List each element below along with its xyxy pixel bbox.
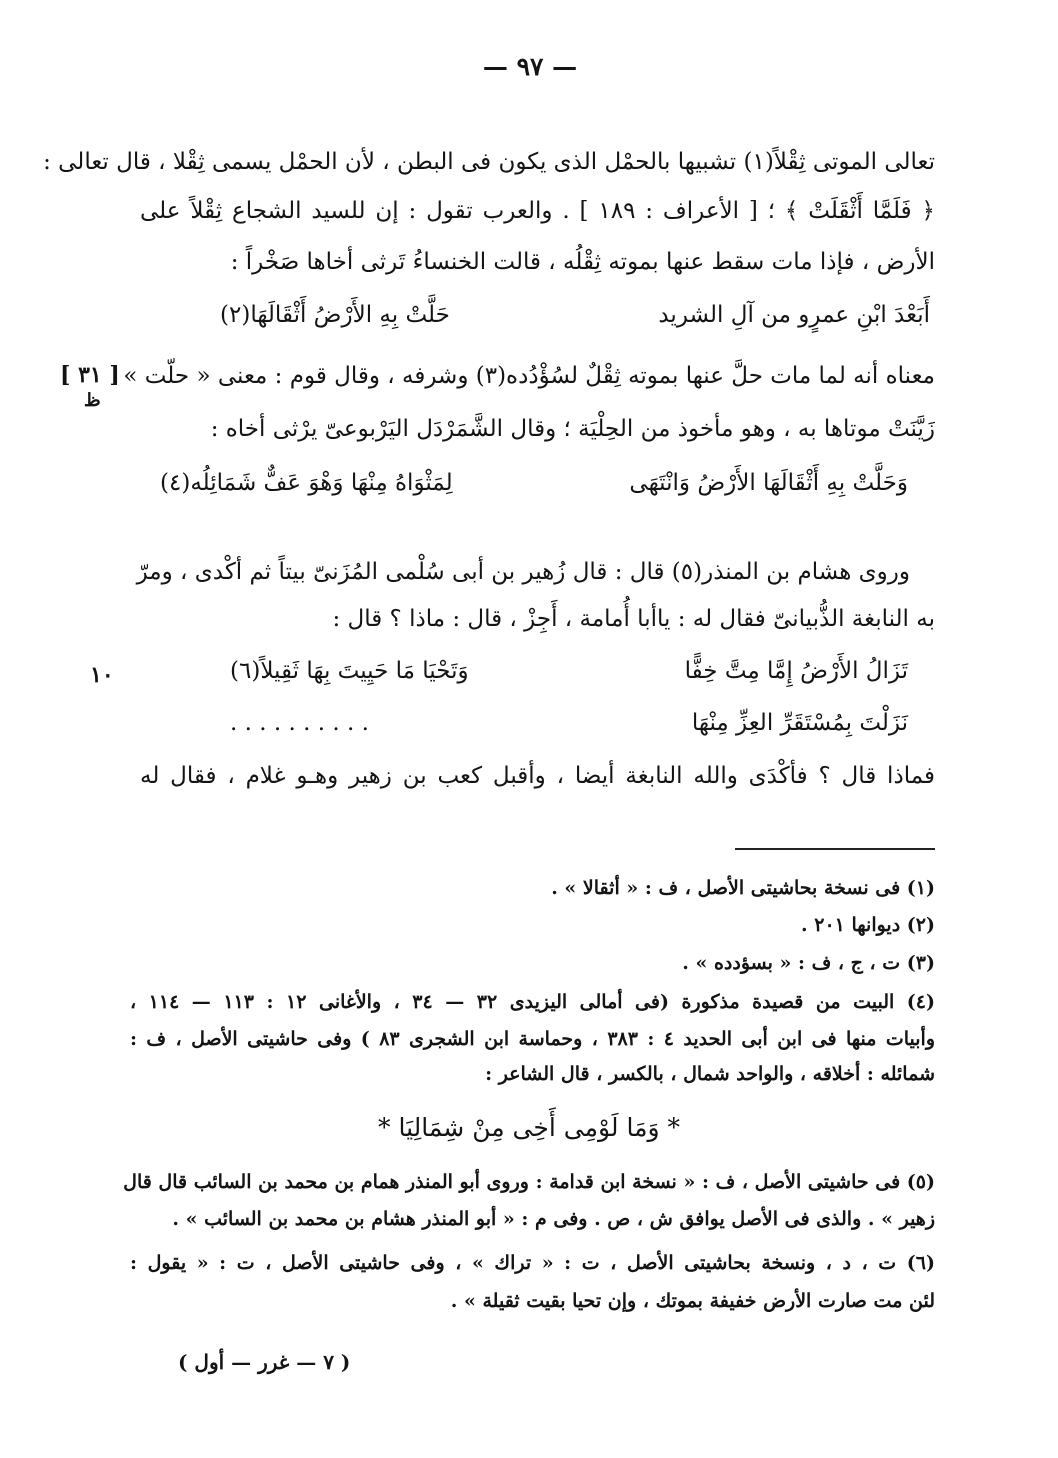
verse-1 (220, 292, 930, 338)
verse-4-first-hemistich: نَزَلْتَ بِمُسْتَقَرِّ العِزِّ مِنْهَا (691, 710, 908, 736)
body-line-6: وروى هشام بن المنذر(٥) قال : قال زُهير بن أبى سُلْمى المُزَنىّ بيتاً ثم أكْدى ، ومرّ (136, 559, 910, 585)
footnote-4-quoted-verse: * وَمَا لَوْمِى أَخِى مِنْ شِمَالِيَا * (378, 1113, 680, 1142)
footnote-4-line-2: وأبيات منها فى ابن أبى الحديد ٤ : ٣٨٣ ، وحماسة ابن الشجرى ٨٣ ) وفى حاشيتى الأصل ، ف : (130, 1028, 936, 1050)
body-line-3: الأرض ، فإذا مات سقط عنها بموته ثِقْلُه ، قالت الخنساءُ تَرثى أخاها صَخْراً : (230, 249, 935, 275)
body-line-4: معناه أنه لما مات حلَّ عنها بموته ثِقْلٌ لسُؤْدُده(٣) وشرفه ، وقال قوم : معنى « حلّت » (123, 363, 935, 389)
folio-marker: [ ٣١ ] (60, 362, 120, 388)
footnote-4-line-1: (٤) البيت من قصيدة مذكورة (فى أمالى اليزيدى ٣٢ — ٣٤ ، والأغانى ١٢ : ١١٣ — ١١٤ ، (130, 991, 935, 1013)
footnote-3: (٣) ت ، ج ، ف : « بسؤدده » . (682, 952, 935, 974)
line-number-marker: ١٠ (90, 662, 114, 688)
verse-3-first-hemistich: تَزَالُ الأَرْضُ إِمَّا مِتَّ خِفًّا (684, 658, 908, 684)
page-number: — ٩٧ — (482, 52, 578, 81)
footnote-6-line-1: (٦) ت ، د ، ونسخة بحاشيتى الأصل ، ت : « تراك » ، وفى حاشيتى الأصل ، ت : « يقول : (130, 1252, 935, 1274)
body-line-1: تعالى الموتى ثِقْلاً(١) تشبيها بالحمْل الذى يكون فى البطن ، لأن الحمْل يسمى ثِقْلا ، قال تعالى : (43, 149, 935, 175)
printer-signature: ( ٧ — غرر — أول ) (178, 1350, 351, 1374)
verse-2-second-hemistich: لِمَثْوَاهُ مِنْهَا وَهْوَ عَفٌّ شَمَائِلُه(٤) (160, 470, 453, 496)
footnote-5-line-2: زهير » . والذى فى الأصل يوافق ش ، ص . وفى م : « أبو المنذر هشام بن محمد بن السائب » . (172, 1208, 935, 1230)
footnote-5-line-1: (٥) فى حاشيتى الأصل ، ف : « نسخة ابن قدامة : وروى أبو المنذر همام بن محمد بن السائب قال قال (123, 1171, 935, 1193)
footnote-4-line-3: شمائله : أخلاقه ، والواحد شمال ، بالكسر ، قال الشاعر : (485, 1063, 935, 1085)
footnote-2: (٢) ديوانها ٢٠١ . (801, 914, 935, 936)
footnote-6-line-2: لئن مت صارت الأرض خفيفة بموتك ، وإن تحيا بقيت ثقيلة » . (450, 1290, 935, 1312)
verse-3 (230, 648, 908, 694)
body-line-5: زَيَّنَتْ موتاها به ، وهو مأخوذ من الحِلْيَة ؛ وقال الشَّمَرْدَل اليَرْبوعىّ يرْثى أخاه : (210, 416, 935, 442)
verse-2 (160, 460, 908, 506)
verse-3-second-hemistich: وَتَحْيَا مَا حَيِيتَ بِهَا ثَقِيلاً(٦) (230, 658, 469, 684)
verse-1-first-hemistich: أَبَعْدَ ابْنِ عمرٍو من آلِ الشريد (658, 302, 930, 328)
verse-4-ellipsis: . . . . . . . . . . (230, 710, 369, 736)
verse-2-first-hemistich: وَحَلَّتْ بِهِ أَثْقَالَهَا الأَرْضُ وَانْتَهَى (629, 470, 908, 496)
body-line-2: ﴿ فَلَمَّا أَثْقَلَتْ ﴾ ؛ [ الأعراف : ١٨٩ ] . والعرب تقول : إن للسيد الشجاع ثِقْلاً على (140, 198, 935, 224)
verse-4 (230, 700, 908, 746)
footnote-separator (735, 848, 935, 850)
body-line-8: فماذا قال ؟ فأكْدَى والله النابغة أيضا ، وأقبل كعب بن زهير وهـو غلام ، فقال له (140, 763, 935, 789)
folio-side-marker: ظ (84, 390, 101, 411)
body-line-7: به النابغة الذُّبيانىّ فقال له : ياأبا أُمامة ، أَجِزْ ، قال : ماذا ؟ قال : (332, 606, 935, 632)
verse-1-second-hemistich: حَلَّتْ بِهِ الأَرْضُ أَثْقَالَهَا(٢) (220, 302, 450, 328)
footnote-1: (١) فى نسخة بحاشيتى الأصل ، ف : « أثقالا » . (551, 877, 935, 899)
